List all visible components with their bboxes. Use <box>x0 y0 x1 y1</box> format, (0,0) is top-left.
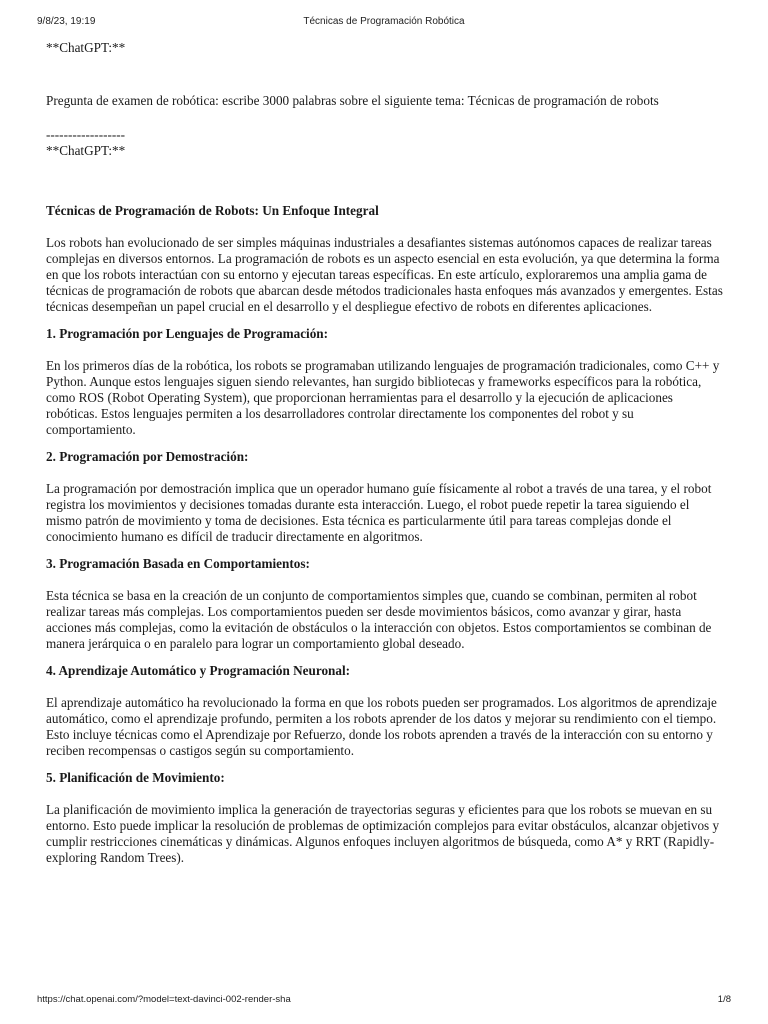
section-heading: 2. Programación por Demostración: <box>46 449 249 464</box>
section-body: En los primeros días de la robótica, los robots se programaban utilizando lenguajes de programación tradicionales, como C++ y Python. Aunque estos lenguajes siguen siendo relevantes, han surgido bibliotecas y frameworks específicos para la robótica, como ROS (Robot Operating System), que proporcionan herramientas para el desarrollo y la ejecución de aplicaciones robóticas. Estos lenguajes permiten a los desarrolladores controlar directamente los componentes del robot y su comportamiento. <box>46 358 720 437</box>
exam-question: Pregunta de examen de robótica: escribe 3000 palabras sobre el siguiente tema: Técnicas de programación de robots <box>46 93 659 108</box>
section-heading: 5. Planificación de Movimiento: <box>46 770 225 785</box>
page-number: 1/8 <box>717 994 731 1005</box>
speaker-label: **ChatGPT:** <box>46 143 126 158</box>
article-title: Técnicas de Programación de Robots: Un Enfoque Integral <box>46 203 379 218</box>
separator-line: ------------------ <box>46 127 126 142</box>
print-page-title: Técnicas de Programación Robótica <box>303 16 465 27</box>
section-body: La programación por demostración implica que un operador humano guíe físicamente al robot a través de una tarea, y el robot registra los movimientos y decisiones tomadas durante esta interacción. Luego, el robot puede repetir la tarea siguiendo el mismo patrón de movimiento y toma de decisiones. Esta técnica es particularmente útil para tareas complejas donde el conocimiento humano es difícil de traducir directamente en algoritmos. <box>46 481 712 544</box>
print-datetime: 9/8/23, 19:19 <box>37 16 96 27</box>
print-url: https://chat.openai.com/?model=text-davinci-002-render-sha <box>37 994 291 1005</box>
print-footer <box>37 994 731 1008</box>
print-header <box>37 16 731 30</box>
section-body: La planificación de movimiento implica la generación de trayectorias seguras y eficientes para que los robots se muevan en su entorno. Esto puede implicar la resolución de problemas de optimización complejos para evitar obstáculos, alcanzar objetivos y cumplir restricciones cinemáticas y dinámicas. Algunos enfoques incluyen algoritmos de búsqueda, como A* y RRT (Rapidly-exploring Random Trees). <box>46 802 720 865</box>
document-content <box>46 40 726 866</box>
speaker-label: **ChatGPT:** <box>46 40 126 55</box>
section-heading: 4. Aprendizaje Automático y Programación Neuronal: <box>46 663 351 678</box>
article-intro: Los robots han evolucionado de ser simples máquinas industriales a desafiantes sistemas autónomos capaces de realizar tareas complejas en diversos entornos. La programación de robots es un aspecto esencial en esta evolución, ya que determina la forma en que los robots interactúan con su entorno y ejecutan tareas específicas. En este artículo, exploraremos una amplia gama de técnicas de programación de robots que abarcan desde métodos tradicionales hasta enfoques más avanzados y emergentes. Estas técnicas desempeñan un papel crucial en el desarrollo y el despliegue efectivo de robots en diferentes aplicaciones. <box>46 235 723 314</box>
section-heading: 1. Programación por Lenguajes de Programación: <box>46 326 329 341</box>
section-heading: 3. Programación Basada en Comportamientos: <box>46 556 310 571</box>
section-body: El aprendizaje automático ha revolucionado la forma en que los robots pueden ser programados. Los algoritmos de aprendizaje automático, como el aprendizaje profundo, permiten a los robots aprender de los datos y mejorar su rendimiento con el tiempo. Esto incluye técnicas como el Aprendizaje por Refuerzo, donde los robots aprenden a través de la interacción con su entorno y reciben recompensas o castigos según su comportamiento. <box>46 695 717 758</box>
section-body: Esta técnica se basa en la creación de un conjunto de comportamientos simples que, cuando se combinan, permiten al robot realizar tareas más complejas. Los comportamientos pueden ser desde movimientos básicos, como avanzar y girar, hasta acciones más complejas, como la evitación de obstáculos o la interacción con objetos. Estos comportamientos se combinan de manera jerárquica o en paralelo para lograr un comportamiento global deseado. <box>46 588 712 651</box>
